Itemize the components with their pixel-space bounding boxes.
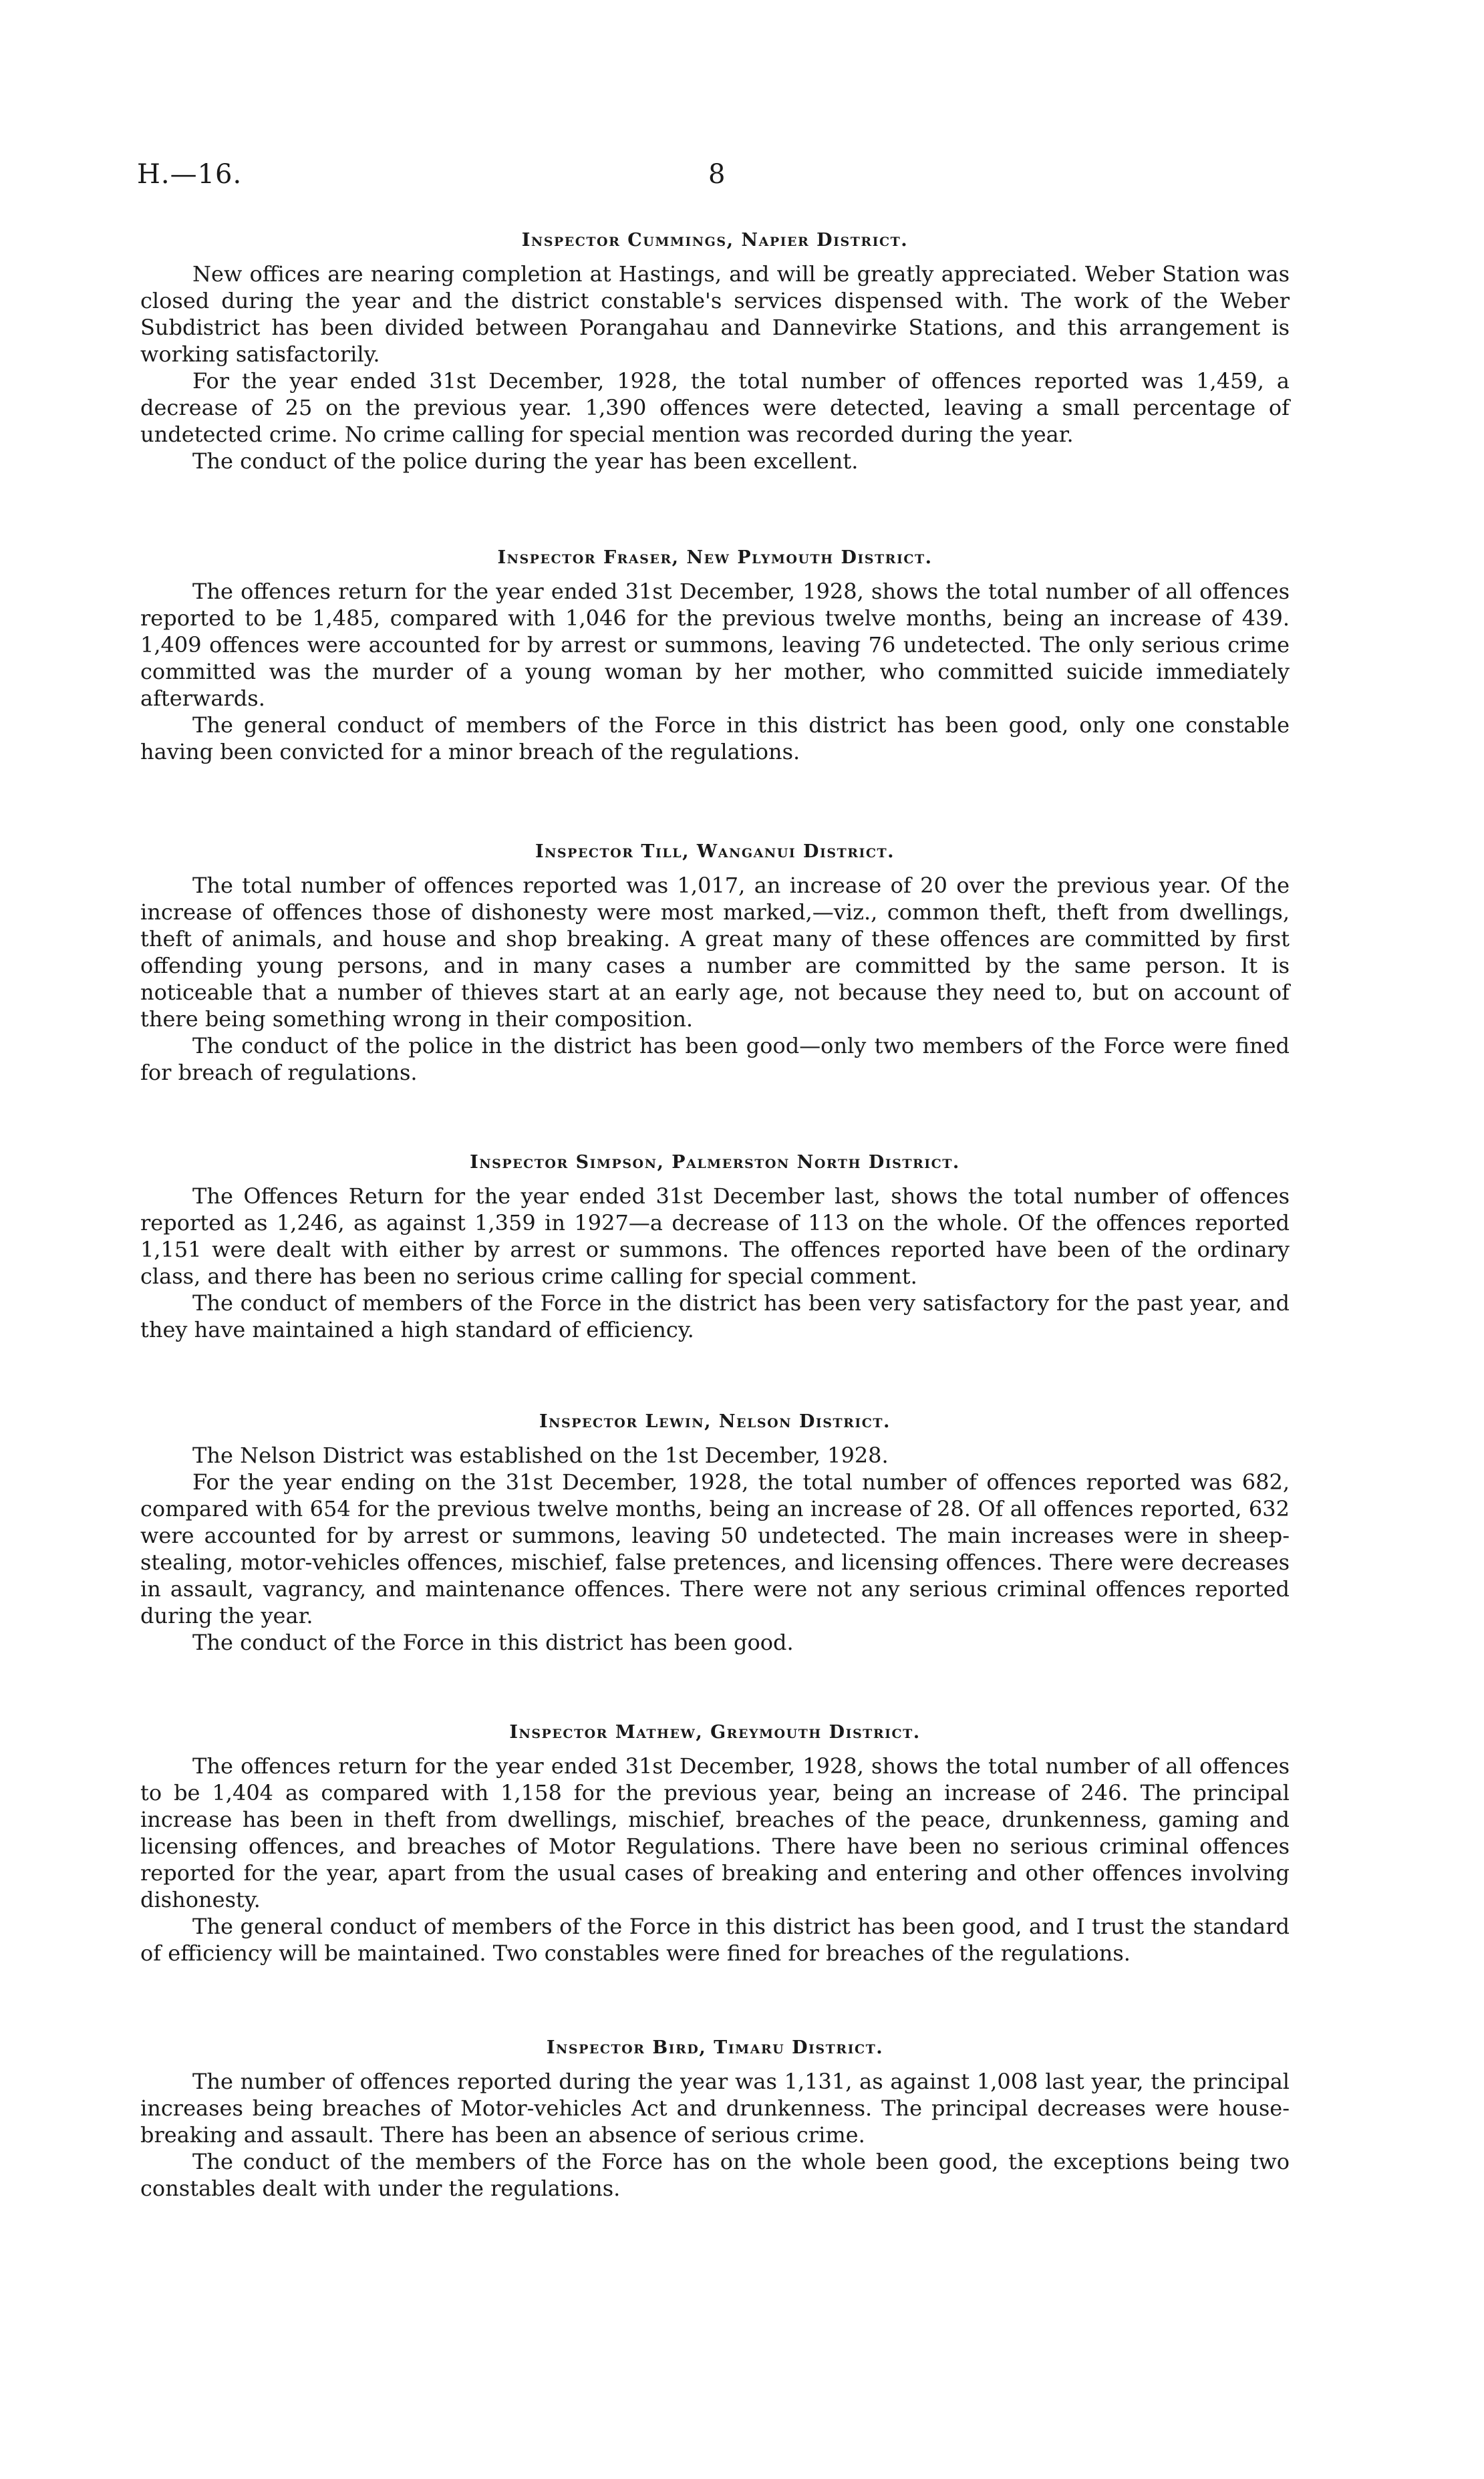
- paragraph: For the year ended 31st December, 1928, the total number of offences reported was 1,459, a decrease of 25 on the previous year. 1,390 offences were detected, leaving a small percentage of undetected crime. No crime calling for special mention was recorded during the year.: [140, 368, 1290, 447]
- page-number: 8: [708, 159, 726, 190]
- section-heading: Inspector Lewin, Nelson District.: [539, 1411, 891, 1432]
- section-heading: Inspector Fraser, New Plymouth District.: [497, 547, 933, 568]
- paragraph: The Offences Return for the year ended 31st December last, shows the total number of offences reported as 1,246, as against 1,359 in 1927—a decrease of 113 on the whole. Of the offences reported 1,151 were dealt with either by arrest or summons. The offences reported have been of the ordinary class, and there has been no serious crime calling for special comment.: [140, 1183, 1290, 1289]
- section-heading: Inspector Bird, Timaru District.: [546, 2037, 884, 2058]
- paragraph: The general conduct of members of the Force in this district has been good, only one constable having been convicted for a minor breach of the regulations.: [140, 712, 1290, 764]
- paragraph: For the year ending on the 31st December, 1928, the total number of offences reported was 682, compared with 654 for the previous twelve months, being an increase of 28. Of all offences reported, 632 were accounted for by arrest or summons, leaving 50 undetected. The main increases were in sheep-stealing, motor-vehicles offences, mischief, false pretences, and licensing offences. There were decreases in assault, vagrancy, and maintenance offences. There were not any serious criminal offences reported during the year.: [140, 1469, 1290, 1628]
- document-reference: H.—16.: [137, 159, 243, 190]
- paragraph: The general conduct of members of the Force in this district has been good, and I trust the standard of efficiency will be maintained. Two constables were fined for breaches of the regulations.: [140, 1914, 1290, 1966]
- section-cummings-napier: [140, 227, 1290, 474]
- paragraph: The total number of offences reported was 1,017, an increase of 20 over the previous year. Of the increase of offences those of dishonesty were most marked,—viz., common theft, theft from dwellings, theft of animals, and house and shop breaking. A great many of these offences are committed by first offending young persons, and in many cases a number are committed by the same person. It is noticeable that a number of thieves start at an early age, not because they need to, but on account of there being something wrong in their composition.: [140, 873, 1290, 1032]
- section-simpson-palmerston-north: [140, 1149, 1290, 1343]
- paragraph: The offences return for the year ended 31st December, 1928, shows the total number of all offences to be 1,404 as compared with 1,158 for the previous year, being an increase of 246. The principal increase has been in theft from dwellings, mischief, breaches of the peace, drunkenness, gaming and licensing offences, and breaches of Motor Regulations. There have been no serious criminal offences reported for the year, apart from the usual cases of breaking and entering and other offences involving dishonesty.: [140, 1753, 1290, 1912]
- section-mathew-greymouth: [140, 1719, 1290, 1966]
- paragraph: The conduct of the police in the district has been good—only two members of the Force were fined for breach of regulations.: [140, 1033, 1290, 1085]
- section-till-wanganui: [140, 839, 1290, 1086]
- section-heading: Inspector Simpson, Palmerston North District.: [470, 1152, 960, 1173]
- paragraph: The Nelson District was established on the 1st December, 1928.: [192, 1443, 889, 1468]
- paragraph: The conduct of the police during the year has been excellent.: [192, 448, 859, 474]
- document-body: [140, 227, 1290, 2202]
- paragraph: The conduct of the Force in this district has been good.: [192, 1630, 794, 1655]
- paragraph: New offices are nearing completion at Hastings, and will be greatly appreciated. Weber Station was closed during the year and the district constable's services dispensed with. The work of the Weber Subdistrict has been divided between Porangahau and Dannevirke Stations, and this arrangement is working satisfactorily.: [140, 261, 1290, 367]
- section-bird-timaru: [140, 2035, 1290, 2202]
- section-heading: Inspector Till, Wanganui District.: [535, 841, 895, 862]
- paragraph: The number of offences reported during the year was 1,131, as against 1,008 last year, the principal increases being breaches of Motor-vehicles Act and drunkenness. The principal decreases were house-breaking and assault. There has been an absence of serious crime.: [140, 2069, 1290, 2148]
- paragraph: The offences return for the year ended 31st December, 1928, shows the total number of all offences reported to be 1,485, compared with 1,046 for the previous twelve months, being an increase of 439. 1,409 offences were accounted for by arrest or summons, leaving 76 undetected. The only serious crime committed was the murder of a young woman by her mother, who committed suicide immediately afterwards.: [140, 579, 1290, 711]
- paragraph: The conduct of the members of the Force has on the whole been good, the exceptions being two constables dealt with under the regulations.: [140, 2149, 1290, 2201]
- section-lewin-nelson: [140, 1409, 1290, 1656]
- section-heading: Inspector Mathew, Greymouth District.: [509, 1722, 921, 1743]
- section-heading: Inspector Cummings, Napier District.: [521, 230, 909, 251]
- paragraph: The conduct of members of the Force in the district has been very satisfactory for the past year, and they have maintained a high standard of efficiency.: [140, 1290, 1290, 1342]
- section-fraser-new-plymouth: [140, 545, 1290, 765]
